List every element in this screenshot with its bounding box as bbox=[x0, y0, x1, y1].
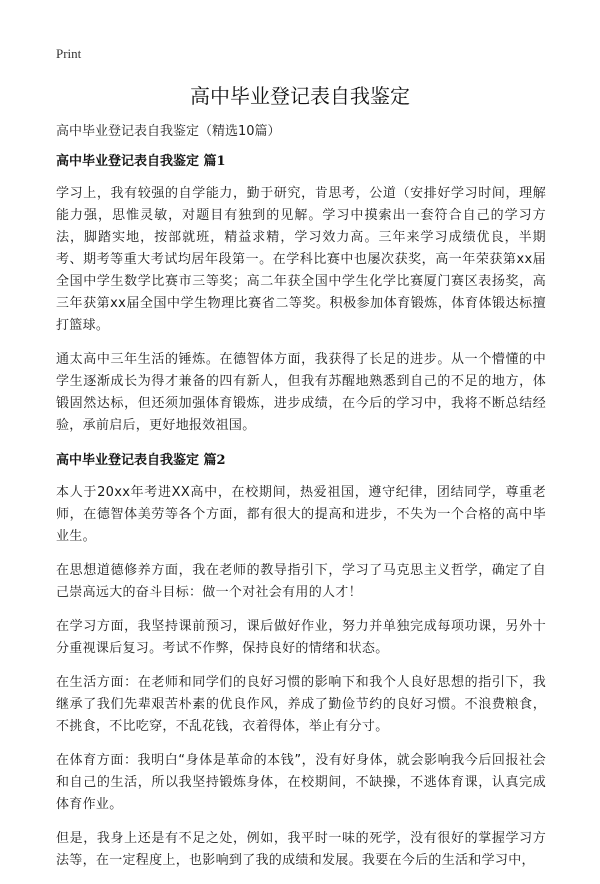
paragraph: 本人于20xx年考进XX高中，在校期间，热爱祖国，遵守纪律，团结同学，尊重老师，在德智体美劳等各个方面，都有很大的提高和进步，不失为一个合格的高中毕业生。 bbox=[56, 485, 546, 544]
paragraph: 通太高中三年生活的锤炼。在德智体方面，我获得了长足的进步。从一个懵懂的中学生逐渐成长为得才兼备的四有新人，但我有苏醒地熟悉到自己的不足的地方，体锻固然达标，但还须加强体育锻炼，进步成绩，在今后的学习中，我将不断总结经验，承前启后，更好地报效祖国。 bbox=[56, 352, 546, 433]
page-title: 高中毕业登记表自我鉴定 bbox=[190, 84, 410, 108]
paragraph: 但是，我身上还是有不足之处，例如，我平时一味的死学，没有很好的掌握学习方法等，在一定程度上，也影响到了我的成绩和发展。我要在今后的生活和学习中， bbox=[56, 831, 546, 868]
paragraph: 在生活方面：在老师和同学们的良好习惯的影响下和我个人良好思想的指引下，我继承了我们先辈艰苦朴素的优良作风，养成了勤俭节约的良好习惯。不浪费粮食，不挑食，不比吃穿，不乱花钱，衣着得体，举止有分寸。 bbox=[56, 675, 546, 734]
paragraph: 在体育方面：我明白“身体是革命的本钱”，没有好身体，就会影响我今后回报社会和自己的生活，所以我坚持锻炼身体，在校期间，不缺操，不逃体育课，认真完成体育作业。 bbox=[56, 753, 546, 812]
document-subtitle: 高中毕业登记表自我鉴定（精选10篇） bbox=[56, 124, 281, 139]
paragraph: 学习上，我有较强的自学能力，勤于研究，肯思考，公道（安排好学习时间，理解能力强，思惟灵敏，对题目有独到的见解。学习中摸索出一套符合自己的学习方法，脚踏实地，按部就班，精益求精，学习效力高。三年来学习成绩优良，半期考、期考等重大考试均居年段第一。在学科比赛中也屡次获奖，高一年荣获第xx届全国中学生数学比赛市三等奖；高二年获全国中学生化学比赛厦门赛区表扬奖，高三年获第xx届全国中学生物理比赛省二等奖。积极参加体育锻炼，体育体锻达标擅打篮球。 bbox=[56, 186, 546, 333]
paragraph: 在学习方面，我坚持课前预习，课后做好作业，努力并单独完成每项功课，另外十分重视课后复习。考试不作弊，保持良好的情绪和状态。 bbox=[56, 619, 546, 656]
section-heading-1: 高中毕业登记表自我鉴定 篇1 bbox=[56, 154, 226, 169]
paragraph: 在思想道德修养方面，我在老师的教导指引下，学习了马克思主义哲学，确定了自己崇高远大的奋斗目标：做一个对社会有用的人才！ bbox=[56, 563, 546, 600]
section-heading-2: 高中毕业登记表自我鉴定 篇2 bbox=[56, 453, 226, 468]
print-link[interactable]: Print bbox=[56, 46, 82, 61]
document-body bbox=[56, 150, 546, 884]
